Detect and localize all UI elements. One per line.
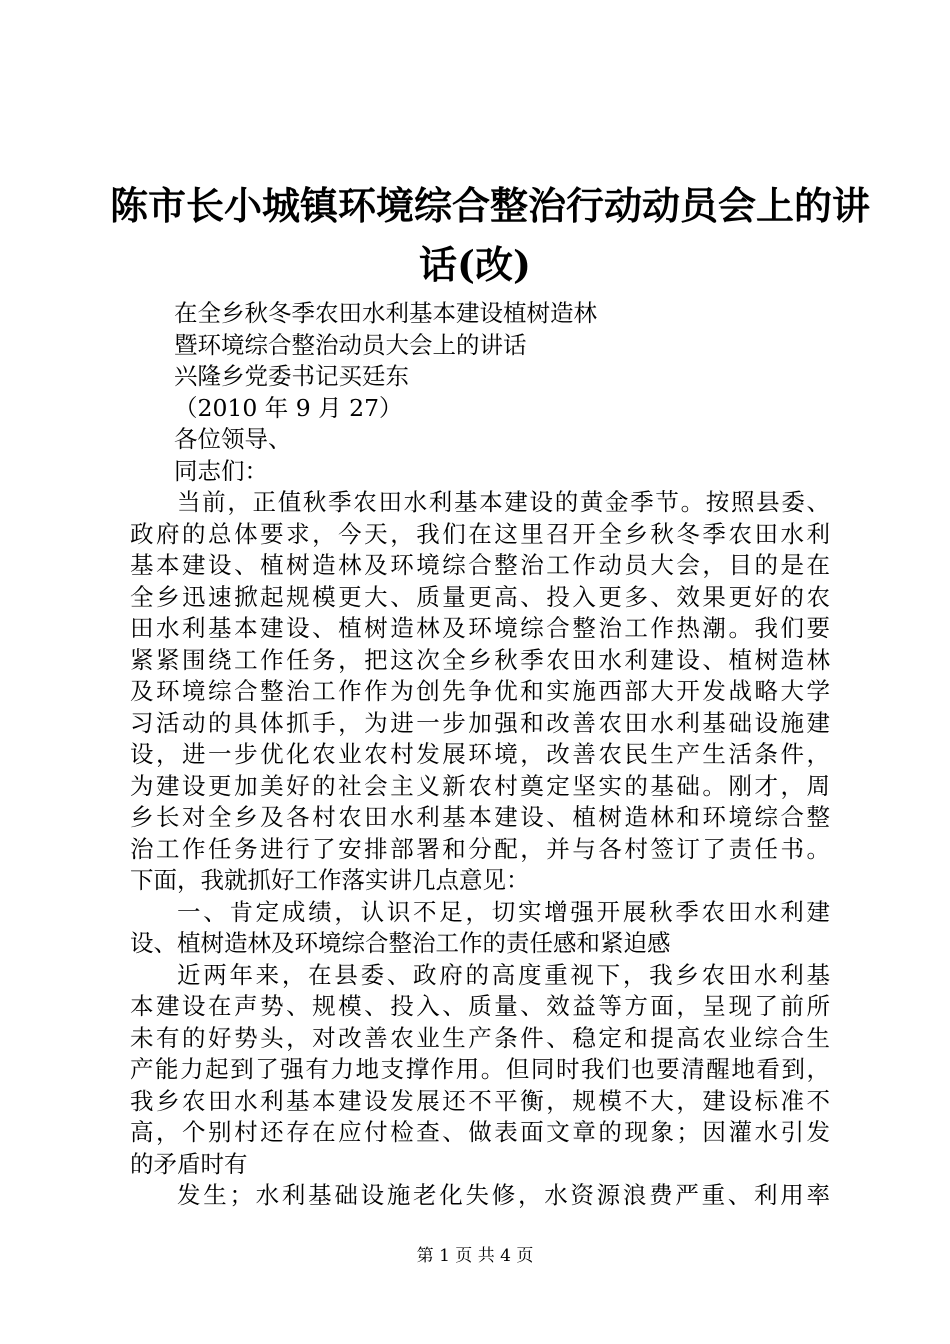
paragraph-line: 乡长对全乡及各村农田水利基本建设、植树造林和环境综合整 xyxy=(130,803,830,831)
paragraph-1 xyxy=(130,487,830,897)
heading-line: 设、植树造林及环境综合整治工作的责任感和紧迫感 xyxy=(130,929,671,957)
subtitle-line: 在全乡秋冬季农田水利基本建设植树造林 xyxy=(174,299,597,327)
paragraph-line: 下面，我就抓好工作落实讲几点意见： xyxy=(130,866,530,894)
paragraph-line: 全乡迅速掀起规模更大、质量更高、投入更多、效果更好的农 xyxy=(130,582,830,611)
document-title-line-2: 话(改) xyxy=(419,242,531,287)
paragraph-line: 未有的好势头，对改善农业生产条件、稳定和提高农业综合生 xyxy=(130,1023,830,1052)
date-line: （2010 年 9 月 27） xyxy=(174,393,403,422)
paragraph-line: 我乡农田水利基本建设发展还不平衡，规模不大，建设标准不 xyxy=(130,1086,830,1115)
paragraph-line: 本建设在声势、规模、投入、质量、效益等方面，呈现了前所 xyxy=(130,992,830,1020)
salutation-line: 同志们： xyxy=(174,456,268,485)
paragraph-line: 田水利基本建设、植树造林及环境综合整治工作热潮。我们要 xyxy=(130,614,830,642)
paragraph-line: 治工作任务进行了安排部署和分配，并与各村签订了责任书。 xyxy=(130,834,830,863)
paragraph-line: 基本建设、植树造林及环境综合整治工作动员大会，目的是在 xyxy=(130,551,830,579)
document-title-line-1: 陈市长小城镇环境综合整治行动动员会上的讲 xyxy=(110,183,871,228)
paragraph-line: 及环境综合整治工作作为创先争优和实施西部大开发战略大学 xyxy=(130,677,830,705)
paragraph-line: 近两年来，在县委、政府的高度重视下，我乡农田水利基 xyxy=(177,960,830,989)
paragraph-3 xyxy=(130,1180,830,1212)
paragraph-line: 产能力起到了强有力地支撑作用。但同时我们也要清醒地看到， xyxy=(130,1055,830,1083)
paragraph-line: 政府的总体要求，今天，我们在这里召开全乡秋冬季农田水利 xyxy=(130,519,830,548)
salutation-line: 各位领导、 xyxy=(174,425,292,453)
paragraph-line: 习活动的具体抓手，为进一步加强和改善农田水利基础设施建 xyxy=(130,708,830,737)
paragraph-line: 为建设更加美好的社会主义新农村奠定坚实的基础。刚才，周 xyxy=(130,771,830,800)
paragraph-line: 的矛盾时有 xyxy=(130,1149,248,1178)
page-footer: 第 1 页 共 4 页 xyxy=(416,1246,534,1266)
document-body xyxy=(130,298,830,1212)
paragraph-line: 紧紧围绕工作任务，把这次全乡秋季农田水利建设、植树造林 xyxy=(130,645,830,674)
paragraph-line: 设，进一步优化农业农村发展环境，改善农民生产生活条件， xyxy=(130,740,830,768)
subtitle-line: 暨环境综合整治动员大会上的讲话 xyxy=(174,330,527,359)
paragraph-line: 高，个别村还存在应付检查、做表面文章的现象；因灌水引发 xyxy=(130,1118,830,1146)
section-heading-1 xyxy=(130,897,830,960)
author-line: 兴隆乡党委书记买廷东 xyxy=(174,362,409,390)
paragraph-2 xyxy=(130,960,830,1181)
paragraph-line: 当前，正值秋季农田水利基本建设的黄金季节。按照县委、 xyxy=(177,488,830,516)
heading-line: 一、肯定成绩，认识不足，切实增强开展秋季农田水利建 xyxy=(177,897,830,926)
paragraph-line: 发生；水利基础设施老化失修，水资源浪费严重、利用率 xyxy=(177,1181,830,1209)
